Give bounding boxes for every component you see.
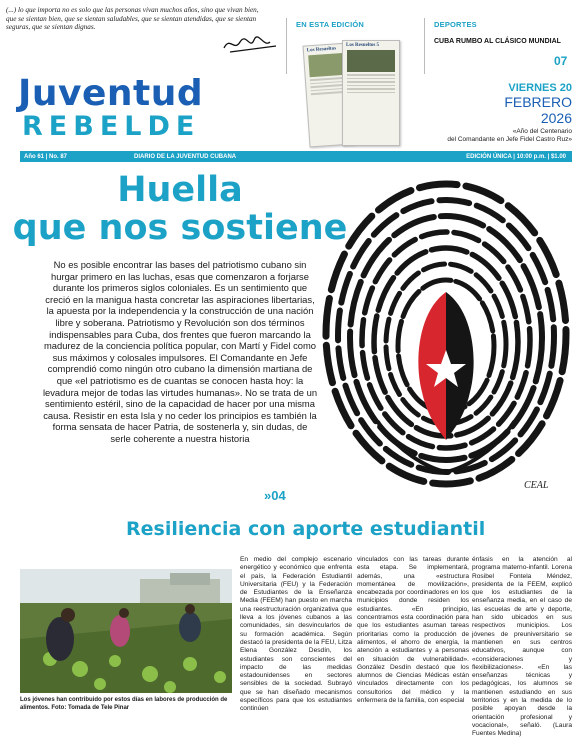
date-year: 2026 xyxy=(540,110,572,126)
edition-heading: EN ESTA EDICIÓN xyxy=(296,20,365,29)
top-quote: (...) lo que importa no es solo que las personas vivan muchos años, sino que vivan bien, que se sientan bien, que se sientan saludables, que se sientan atendidas, que se sientan seguras, que se sientan dignas. xyxy=(6,6,259,32)
masthead-juventud: Juventud xyxy=(18,73,204,114)
article-column-2: vinculados con las tareas durante esta etapa. Se implementará, además, una «estructura momentánea de movilización», encabezada por coordinadores en los municipios donde residen los estudiantes. «En principio, concentramos esta coordinación para que los estudiantes asuman tareas prioritarias como la producción de alimentos, el ahorro de energía, la atención a estudiantes y a personas en situación de vulnerabilidad». González Desdín destacó que los alumnos de Ciencias Médicas están vinculados directamente con los consultorios del médico y la enfermera de la familia, con especial xyxy=(357,556,469,705)
main-lede: No es posible encontrar las bases del patriotismo cubano sin hurgar primero en las luchas, esas que comenzaron a forjarse durante los primeros siglos coloniales. Es un sentimiento que creció en la manigua hasta concretar las aspiraciones libertarias, la apuesta por la independencia y la construcción de una nación libre y soberana. Patriotismo y Revolución son dos términos indispensables para Cuba, dos frentes que fueron marcando la madurez de la conciencia política popular, con Martí y Fidel como sus máximos y colosales impulsores. El Comandante en Jefe comprendió como ningún otro cubano la dimensión martiana de que «el patriotismo es de cuantas se conocen hasta hoy: la levadura mejor de todas las virtudes humanas». No se trata de un sentimiento estéril, sino de la capacidad de hacer por una misma causa. Resistir en esta Isla y no ceder los principios es también la forma sensata de hacer Patria, de sostenerla y, sin dudas, de serle coherente a nuestra historia xyxy=(42,259,318,444)
thumbnail-title: Los Resueltos 5 xyxy=(346,43,380,48)
date-day: VIERNES 20 xyxy=(508,82,572,94)
price: EDICIÓN ÚNICA | 10:00 p.m. | $1.00 xyxy=(466,153,566,160)
info-bar xyxy=(20,151,572,162)
deportes-headline[interactable]: CUBA RUMBO AL CLÁSICO MUNDIAL xyxy=(434,38,561,45)
date-month: FEBRERO xyxy=(504,94,572,110)
masthead-rebelde: REBELDE xyxy=(22,111,201,142)
tagline: DIARIO DE LA JUVENTUD CUBANA xyxy=(134,153,237,160)
jump-page-link[interactable]: »04 xyxy=(264,488,286,503)
artist-signature: CEAL xyxy=(524,480,549,491)
deportes-heading: DEPORTES xyxy=(434,20,477,29)
students-farming-photo[interactable] xyxy=(20,569,232,693)
main-headline-line2[interactable]: que nos sostiene xyxy=(12,208,348,248)
divider xyxy=(286,18,287,74)
thumbnail-title: Los Resueltos xyxy=(306,46,337,54)
date-block xyxy=(447,82,572,144)
article-column-1: En medio del complejo escenario energético y económico que enfrenta el país, la Federación Estudiantil Universitaria (FEU) y la Federación de Estudiantes de la Enseñanza Media (FEEM) han puesto en marcha una reestructuración organizativa que lleva a los jóvenes cubanos a las comunidades, sin desvincularlos de su formación académica. Según destacó la presidenta de la FEU, Litza Elena González Desdín, los estudiantes son conscientes del impacto de las medidas estadounidenses en sectores sensibles de la sociedad. Subrayó que se han diseñado mecanismos específicos para que los estudiantes continúen xyxy=(240,556,352,713)
page-number: 07 xyxy=(554,54,568,68)
article-column-3: énfasis en la atención al programa materno-infantil. Lorena Rosibel Fontela Méndez, presidenta de la FEEM, explicó que los estudiantes de la enseñanza media, en el caso de las escuelas de arte y deporte, han sido ubicados en sus respectivos municipios. Los jóvenes de preuniversitario se mantienen en sus centros educativos, aunque con «consideraciones y flexibilizaciones». «En las enseñanzas técnicas y pedagógicas, los alumnos se mantienen estudiando en sus territorios y en la medida de lo posible apoyan desde la orientación profesional y vocacional», señaló. (Laura Fuentes Medina) xyxy=(472,556,572,738)
issue-number: Año 61 | No. 87 xyxy=(24,153,68,160)
edition-thumbnail[interactable] xyxy=(342,40,400,146)
second-headline[interactable]: Resiliencia con aporte estudiantil xyxy=(126,518,486,540)
divider xyxy=(424,18,425,74)
fingerprint-flag-illustration xyxy=(318,172,574,497)
main-headline-line1[interactable]: Huella xyxy=(117,170,243,210)
signature-icon xyxy=(220,32,280,56)
photo-caption: Los jóvenes han contribuido por estos días en labores de producción de alimentos. Foto: Tomada de Tele Pinar xyxy=(20,697,228,711)
year-motto: «Año del Centenario del Comandante en Jefe Fidel Castro Ruz» xyxy=(447,128,572,143)
